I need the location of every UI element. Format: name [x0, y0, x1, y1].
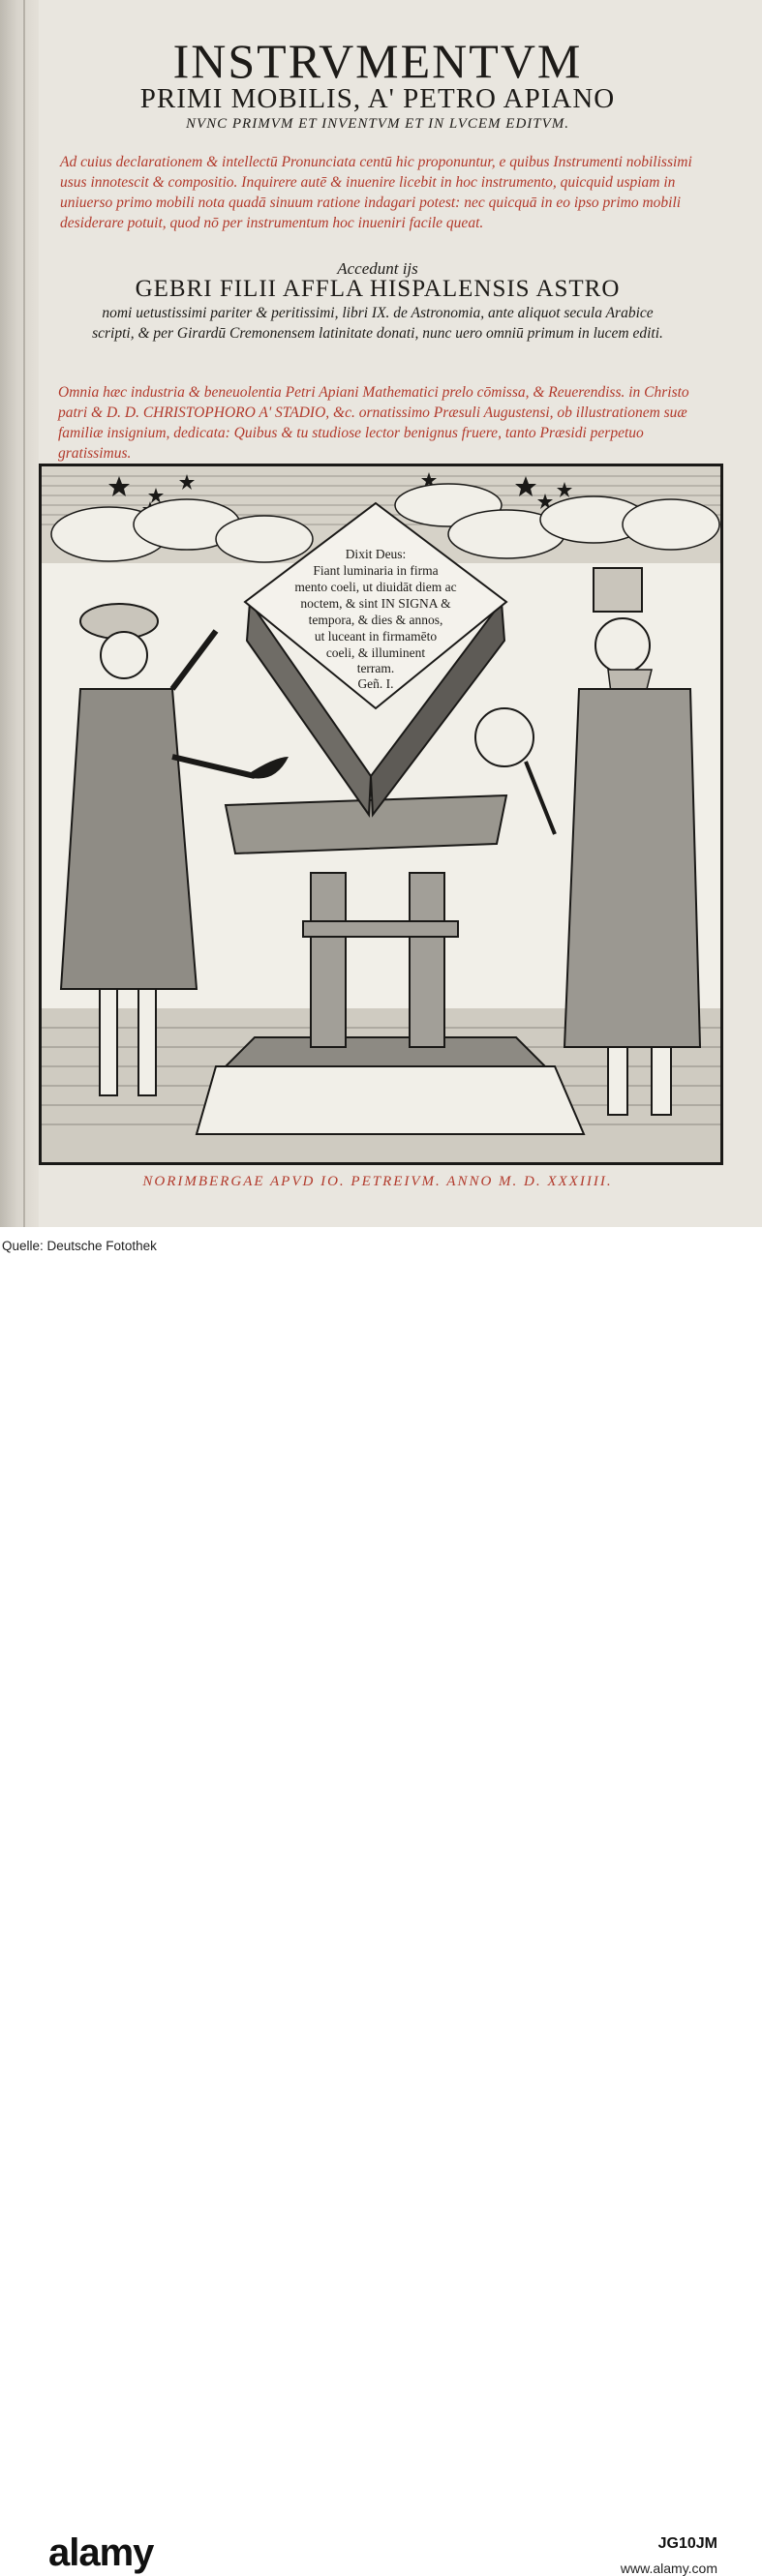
verse-line-3: mento coeli, ut diuidāt diem ac	[294, 580, 457, 594]
title-line-1: INSTRVMENTVM	[172, 34, 583, 88]
verse-line-9: Geñ. I.	[357, 676, 394, 691]
imprint-line: NORIMBERGAE APVD IO. PETREIVM. ANNO M. D. XXXIIII.	[142, 1174, 613, 1189]
verse-line-2: Fiant luminaria in firma	[313, 563, 439, 578]
book-page	[0, 0, 762, 1227]
stock-footer	[0, 1258, 762, 2576]
verse-line-6: ut luceant in firmamēto	[314, 629, 438, 644]
verse-line-1: Dixit Deus:	[345, 547, 407, 561]
source-credit: Quelle: Deutsche Fotothek	[2, 1239, 157, 1253]
red-paragraph-1: Ad cuius declarationem & intellectū Pronunciata centū hic proponuntur, e quibus Instrumenti nobilissimi usus innotescit & compositio. Inquirere autē & inuenire licebit in hoc instrumento, quicquid uspiam in uniuerso primo mobili nota quadā sinuum ratione indagari potest: nec quicquā in eo ipso primo mobili desiderare potuit, quod nō per instrumentum hoc inueniri facile queat.	[60, 154, 692, 231]
gebri-title: GEBRI FILII AFFLA HISPALENSIS ASTRO	[135, 276, 621, 302]
verse-line-8: terram.	[356, 661, 395, 675]
platform	[197, 1066, 584, 1134]
instrument-base	[226, 1037, 545, 1066]
alamy-logo[interactable]: alamy	[48, 2531, 154, 2574]
black-paragraph: nomi uetustissimi pariter & peritissimi, libri IX. de Astronomia, ante aliquot secula Arabice scripti, & per Girardū Cremonensem latinitate donati, nunc uero omniū primum in lucem editi.	[92, 305, 663, 342]
gutter-fold	[23, 0, 25, 1227]
title-line-3: NVNC PRIMVM ET INVENTVM ET IN LVCEM EDITVM.	[185, 116, 570, 132]
red-paragraph-2: Omnia hæc industria & beneuolentia Petri Apiani Mathematici prelo cōmissa, & Reuerendiss. in Christo patri & D. D. CHRISTOPHORO A' STADIO, &c. ornatissimo Præsuli Augustensi, ob illustrationem suæ familiæ insignium, dedicata: Quibus & tu studiose lector benignus fruere, tanto Præsidi perpetuo gratissimus.	[58, 384, 689, 462]
woodcut-illustration	[39, 464, 723, 1165]
image-id: JG10JM	[657, 2535, 717, 2552]
verse-line-4: noctem, & sint IN SIGNA &	[300, 596, 451, 611]
verse-line-7: coeli, & illuminent	[325, 645, 426, 660]
accedunt-line: Accedunt ijs	[337, 259, 418, 278]
book-gutter	[0, 0, 39, 1227]
title-line-2: PRIMI MOBILIS, A' PETRO APIANO	[139, 83, 616, 114]
woodcut-drawing	[42, 466, 720, 1162]
stock-url[interactable]: www.alamy.com	[620, 2561, 717, 2576]
verse-line-5: tempora, & dies & annos,	[308, 613, 443, 627]
